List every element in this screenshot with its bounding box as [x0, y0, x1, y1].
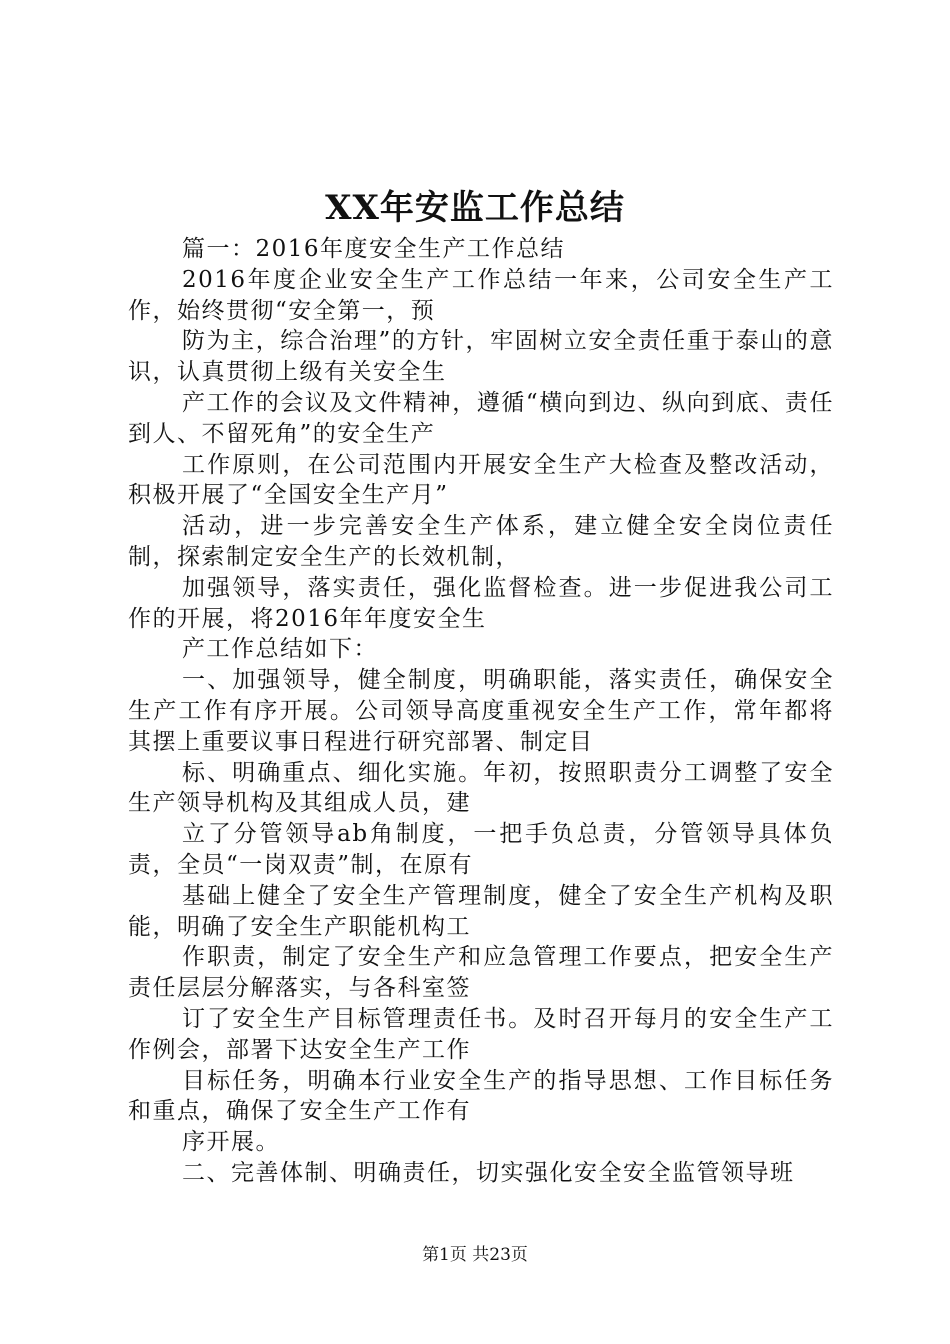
paragraph: 工作原则，在公司范围内开展安全生产大检查及整改活动，积极开展了“全国安全生产月”	[128, 451, 834, 509]
paragraph: 篇一：2016年度安全生产工作总结	[182, 236, 566, 262]
paragraph: 产工作的会议及文件精神，遵循“横向到边、纵向到底、责任到人、不留死角”的安全生产	[128, 389, 834, 447]
paragraph: 订了安全生产目标管理责任书。及时召开每月的安全生产工作例会，部署下达安全生产工作	[128, 1005, 834, 1063]
document-title: XX年安监工作总结	[325, 188, 625, 228]
paragraph: 标、明确重点、细化实施。年初，按照职责分工调整了安全生产领导机构及其组成人员，建	[128, 759, 834, 817]
paragraph: 作职责，制定了安全生产和应急管理工作要点，把安全生产责任层层分解落实，与各科室签	[128, 944, 834, 1002]
paragraph: 二、完善体制、明确责任，切实强化安全安全监管领导班	[182, 1159, 795, 1186]
paragraph: 目标任务，明确本行业安全生产的指导思想、工作目标任务和重点，确保了安全生产工作有	[128, 1067, 834, 1125]
paragraph: 加强领导，落实责任，强化监督检查。进一步促进我公司工作的开展，将2016年年度安全生	[128, 574, 834, 632]
paragraph: 防为主，综合治理”的方针，牢固树立安全责任重于泰山的意识，认真贯彻上级有关安全生	[128, 328, 834, 386]
paragraph: 活动，进一步完善安全生产体系，建立健全安全岗位责任制，探索制定安全生产的长效机制，	[128, 513, 834, 570]
paragraph: 2016年度企业安全生产工作总结一年来，公司安全生产工作，始终贯彻“安全第一，预	[128, 266, 834, 324]
page-number: 第1页 共23页	[422, 1245, 528, 1265]
paragraph: 基础上健全了安全生产管理制度，健全了安全生产机构及职能，明确了安全生产职能机构工	[128, 882, 834, 940]
document-body	[128, 234, 834, 1189]
paragraph: 序开展。	[182, 1129, 280, 1156]
paragraph: 产工作总结如下：	[182, 636, 378, 663]
paragraph: 立了分管领导ab角制度，一把手负总责，分管领导具体负责，全员“一岗双责”制，在原有	[128, 821, 834, 878]
paragraph: 一、加强领导，健全制度，明确职能，落实责任，确保安全生产工作有序开展。公司领导高度重视安全生产工作，常年都将其摆上重要议事日程进行研究部署、制定目	[128, 667, 834, 755]
